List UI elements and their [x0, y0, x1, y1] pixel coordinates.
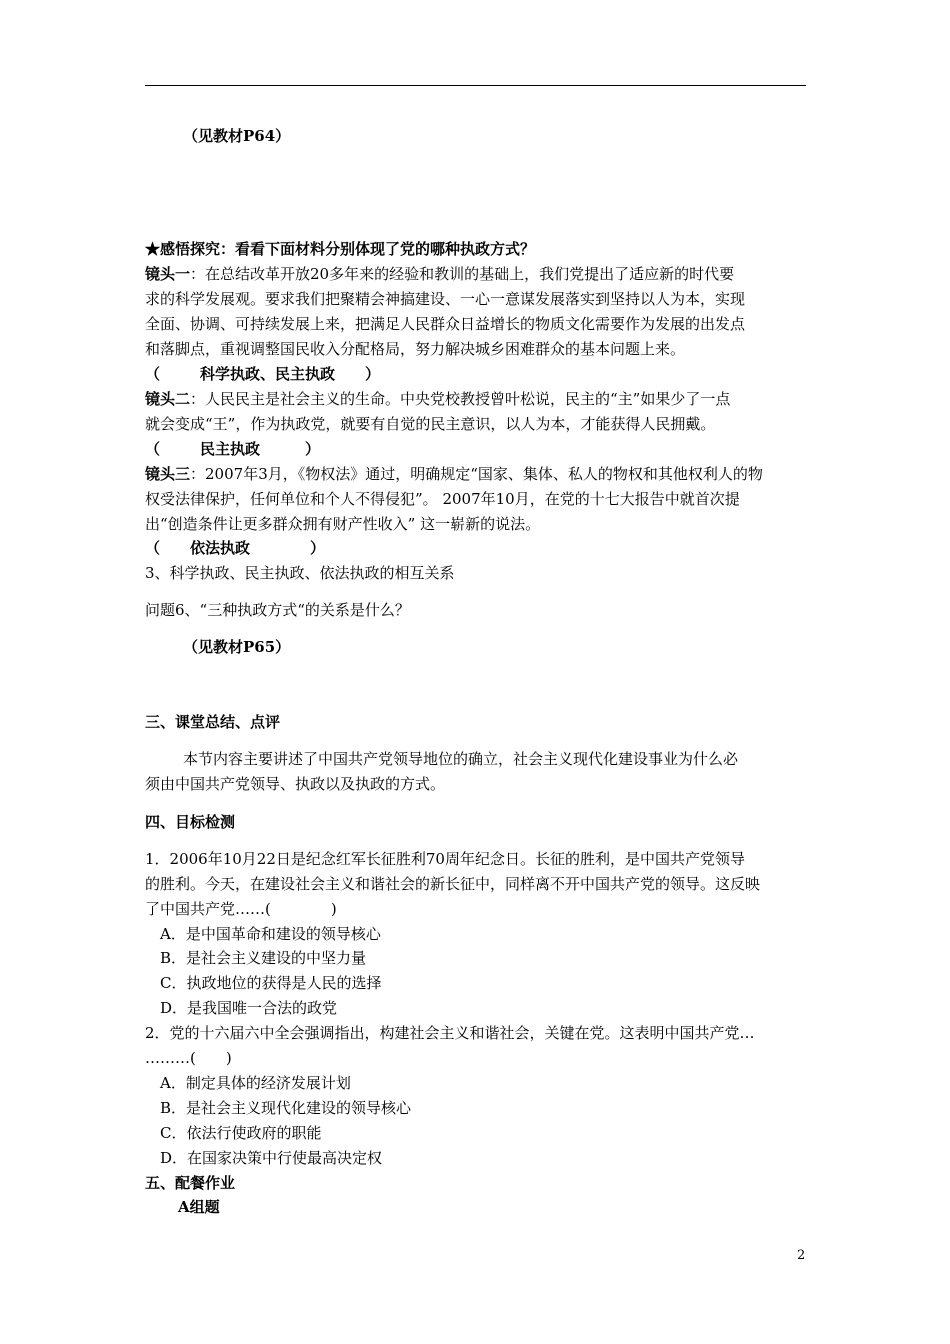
- shot1-label: 镜头一: [145, 265, 191, 283]
- shot1-answer: 科学执政、民主执政: [200, 365, 336, 383]
- shot2-answer: 民主执政: [200, 440, 261, 458]
- shot3-answer: 依法执政: [190, 539, 251, 557]
- q1-option-d: D．是我国唯一合法的政党: [160, 999, 338, 1017]
- q1-line-2: 的胜利。今天，在建设社会主义和谐社会的新长征中，同样离不开中国共产党的领导。这反映: [145, 875, 761, 893]
- test-heading: 四、目标检测: [145, 813, 236, 831]
- shot2-line-1: 镜头二：人民民主是社会主义的生命。中央党校教授曾叶松说，民主的“主”如果少了一点: [145, 390, 731, 408]
- shot3-answer-line: （ 依法执政 ）: [145, 539, 326, 557]
- shot1-line-4: 和落脚点，重视调整国民收入分配格局，努力解决城乡困难群众的基本问题上来。: [145, 340, 686, 358]
- shot3-line-3: 出“创造条件让更多群众拥有财产性收入” 这一崭新的说法。: [145, 515, 541, 533]
- q2-line-2: ………( ): [145, 1049, 232, 1067]
- shot3-label: 镜头三: [145, 465, 191, 483]
- q2-option-b: B．是社会主义现代化建设的领导核心: [160, 1099, 412, 1117]
- explore-title: ★感悟探究：看看下面材料分别体现了党的哪种执政方式？: [145, 240, 536, 258]
- shot2-label: 镜头二: [145, 390, 191, 408]
- homework-heading: 五、配餐作业: [145, 1174, 236, 1192]
- page-number: 2: [797, 1248, 806, 1263]
- q2-line-1: 2．党的十六届六中全会强调指出，构建社会主义和谐社会，关键在党。这表明中国共产党…: [145, 1024, 755, 1042]
- homework-group-a: A组题: [178, 1198, 220, 1216]
- summary-line-1: 本节内容主要讲述了中国共产党领导地位的确立，社会主义现代化建设事业为什么必: [183, 750, 739, 768]
- relation-question: 问题6、“三种执政方式“的关系是什么？: [145, 601, 410, 619]
- shot1-answer-line: （ 科学执政、民主执政 ）: [145, 365, 381, 383]
- q2-option-a: A．制定具体的经济发展计划: [160, 1074, 351, 1092]
- shot2-answer-line: （ 民主执政 ）: [145, 440, 321, 458]
- shot1-line-1: 镜头一：在总结改革开放20多年来的经验和教训的基础上，我们党提出了适应新的时代要: [145, 265, 735, 283]
- shot2-line-2: 就会变成“王”，作为执政党，就要有自觉的民主意识，以人为本，才能获得人民拥戴。: [145, 415, 716, 433]
- q2-option-c: C．依法行使政府的职能: [160, 1124, 322, 1142]
- shot3-line-2: 权受法律保护，任何单位和个人不得侵犯”。 2007年10月，在党的十七大报告中就首次提: [145, 490, 740, 508]
- q1-line-3: 了中国共产党……( ): [145, 900, 337, 918]
- textbook-reference-p64: （见教材P64）: [183, 127, 291, 145]
- q2-option-d: D．在国家决策中行使最高决定权: [160, 1149, 383, 1167]
- relation-heading: 3、科学执政、民主执政、依法执政的相互关系: [145, 564, 455, 582]
- q1-line-1: 1．2006年10月22日是纪念红军长征胜利70周年纪念日。长征的胜利，是中国共产党领导: [145, 850, 745, 868]
- summary-line-2: 须由中国共产党领导、执政以及执政的方式。: [145, 775, 446, 793]
- shot1-line-3: 全面、协调、可持续发展上来，把满足人民群众日益增长的物质文化需要作为发展的出发点: [145, 315, 746, 333]
- summary-heading: 三、课堂总结、点评: [145, 713, 281, 731]
- q1-option-a: A．是中国革命和建设的领导核心: [160, 925, 381, 943]
- q1-option-b: B．是社会主义建设的中坚力量: [160, 949, 367, 967]
- shot1-line-2: 求的科学发展观。要求我们把聚精会神搞建设、一心一意谋发展落实到坚持以人为本，实现: [145, 290, 746, 308]
- shot3-line-1: 镜头三：2007年3月，《物权法》通过，明确规定“国家、集体、私人的物权和其他权利人的物: [145, 465, 763, 483]
- header-rule: [145, 85, 806, 86]
- q1-option-c: C．执政地位的获得是人民的选择: [160, 974, 382, 992]
- textbook-reference-p65: （见教材P65）: [183, 638, 291, 656]
